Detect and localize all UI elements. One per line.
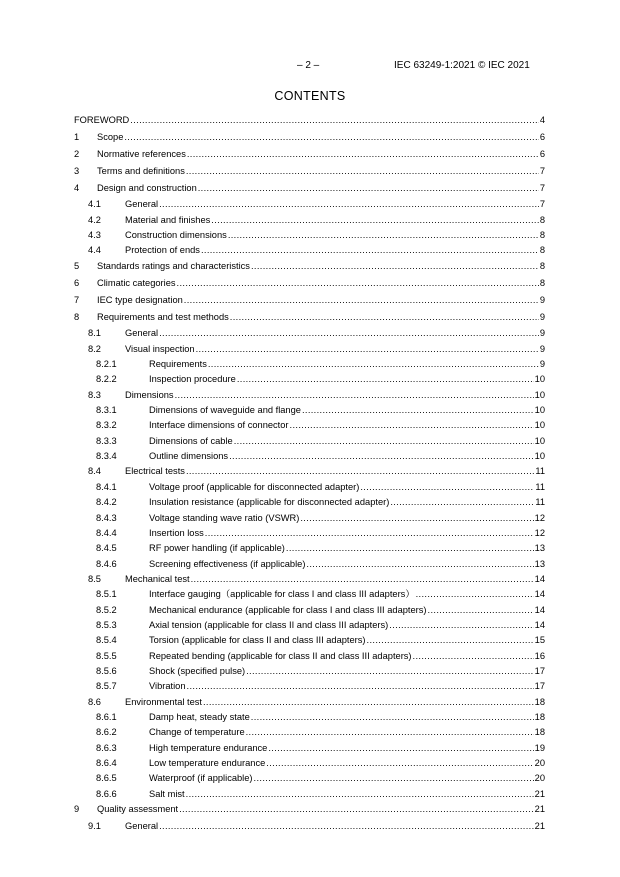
toc-entry-page: 4 — [539, 115, 545, 125]
dot-leader — [159, 327, 539, 339]
toc-entry-number: 8.6 — [88, 696, 101, 707]
dot-leader — [234, 435, 534, 447]
toc-entry-title: General — [125, 199, 159, 210]
toc-entry-title: FOREWORD — [74, 115, 130, 125]
toc-entry-title: Dimensions of cable — [149, 435, 233, 446]
toc-entry-number: 8.4.2 — [96, 497, 117, 508]
toc-entry[interactable] — [74, 726, 545, 741]
toc-entry-number: 8.2 — [88, 343, 101, 354]
toc-entry[interactable] — [74, 327, 545, 342]
dot-leader — [203, 696, 534, 708]
toc-entry-number: 4.3 — [88, 230, 101, 241]
toc-entry-number: 4 — [74, 182, 80, 193]
toc-entry-page: 8 — [539, 277, 545, 288]
toc-entry-line — [149, 358, 545, 370]
toc-entry-page: 13 — [534, 543, 545, 554]
toc-entry-line — [149, 619, 545, 631]
toc-entry-line — [97, 131, 545, 143]
toc-entry-line — [125, 696, 545, 708]
toc-entry-line — [97, 277, 545, 289]
toc-entry-line — [125, 244, 545, 256]
toc-entry-line — [125, 229, 545, 241]
toc-entry-line — [149, 665, 545, 677]
toc-entry-page: 12 — [534, 512, 545, 523]
toc-entry-number: 3 — [74, 165, 80, 176]
dot-leader — [416, 588, 534, 600]
toc-entry-number: 8.4 — [88, 466, 101, 477]
toc-entry-number: 8.5.1 — [96, 589, 117, 600]
dot-leader — [251, 711, 534, 723]
toc-entry-title: Visual inspection — [125, 343, 195, 354]
toc-entry[interactable] — [74, 772, 545, 787]
toc-entry-number: 8.5 — [88, 573, 101, 584]
toc-entry-title: Electrical tests — [125, 466, 185, 477]
toc-entry-title: Construction dimensions — [125, 230, 227, 241]
toc-entry[interactable] — [74, 131, 545, 148]
toc-entry-line — [149, 650, 545, 662]
toc-entry-page: 14 — [534, 573, 545, 584]
toc-entry[interactable] — [74, 465, 545, 480]
toc-entry-line — [125, 214, 545, 226]
dot-leader — [208, 358, 539, 370]
toc-entry[interactable] — [74, 165, 545, 182]
toc-entry-number: 2 — [74, 148, 80, 159]
toc-entry-page: 9 — [539, 359, 545, 370]
toc-entry-title: Waterproof (if applicable) — [149, 773, 253, 784]
toc-entry-line — [97, 311, 545, 323]
toc-entry-title: Voltage proof (applicable for disconnected adapter) — [149, 481, 360, 492]
document-reference: IEC 63249-1:2021 © IEC 2021 — [394, 60, 530, 71]
toc-entry-title: Normative references — [97, 148, 186, 159]
toc-entry-line — [149, 772, 545, 784]
toc-entry-title: Environmental test — [125, 696, 202, 707]
toc-entry-page: 18 — [534, 696, 545, 707]
toc-entry-line — [149, 726, 545, 738]
toc-entry-page: 14 — [534, 604, 545, 615]
toc-entry-line — [149, 680, 545, 692]
toc-entry-page: 8 — [539, 245, 545, 256]
toc-entry-number: 8.1 — [88, 328, 101, 339]
toc-entry[interactable] — [74, 229, 545, 244]
toc-entry[interactable] — [74, 198, 545, 213]
toc-entry-title: Low temperature endurance — [149, 758, 266, 769]
dot-leader — [413, 650, 534, 662]
toc-entry-title: RF power handling (if applicable) — [149, 543, 285, 554]
toc-entry[interactable] — [74, 512, 545, 527]
dot-leader — [228, 229, 539, 241]
toc-entry[interactable] — [74, 573, 545, 588]
dot-leader — [246, 665, 534, 677]
dot-leader — [302, 404, 534, 416]
toc-entry-line — [149, 496, 545, 508]
toc-entry-line — [125, 343, 545, 355]
dot-leader — [196, 343, 539, 355]
toc-entry-line — [125, 389, 545, 401]
toc-entry-page: 21 — [534, 820, 545, 831]
toc-entry-number: 8.2.2 — [96, 374, 117, 385]
toc-entry-line — [149, 404, 545, 416]
toc-entry-number: 8.2.1 — [96, 359, 117, 370]
dot-leader — [389, 619, 533, 631]
toc-entry-line — [149, 711, 545, 723]
toc-entry[interactable] — [74, 404, 545, 419]
toc-entry-page: 6 — [539, 131, 545, 142]
toc-entry-number: 9.1 — [88, 820, 101, 831]
toc-entry-line — [149, 450, 545, 462]
toc-entry-line — [149, 757, 545, 769]
toc-entry-title: General — [125, 820, 159, 831]
dot-leader — [177, 277, 539, 289]
toc-entry-title: Salt mist — [149, 788, 185, 799]
toc-entry-title: Quality assessment — [97, 804, 179, 815]
toc-entry[interactable] — [74, 343, 545, 358]
dot-leader — [205, 527, 534, 539]
toc-entry-number: 8.4.1 — [96, 481, 117, 492]
toc-entry-page: 14 — [534, 619, 545, 630]
toc-entry-number: 8.6.5 — [96, 773, 117, 784]
toc-entry-title: Dimensions — [125, 389, 174, 400]
toc-entry-page: 10 — [534, 451, 545, 462]
toc-entry-title: Dimensions of waveguide and flange — [149, 405, 301, 416]
toc-entry-number: 4.2 — [88, 214, 101, 225]
dot-leader — [268, 742, 533, 754]
dot-leader — [237, 373, 534, 385]
toc-entry[interactable] — [74, 696, 545, 711]
page-title: CONTENTS — [274, 89, 346, 103]
toc-entry[interactable] — [74, 389, 545, 404]
toc-entry-title: Damp heat, steady state — [149, 711, 250, 722]
toc-entry-number: 8.4.5 — [96, 543, 117, 554]
toc-entry-page: 18 — [534, 727, 545, 738]
toc-entry-number: 8.3.4 — [96, 451, 117, 462]
toc-entry-line — [97, 294, 545, 306]
toc-entry-number: 8.5.4 — [96, 635, 117, 646]
toc-entry-title: Repeated bending (applicable for class II and class III adapters) — [149, 650, 412, 661]
toc-entry[interactable] — [74, 604, 545, 619]
toc-entry[interactable] — [74, 496, 545, 511]
dot-leader — [191, 573, 534, 585]
dot-leader — [428, 604, 534, 616]
toc-entry-number: 8.6.1 — [96, 711, 117, 722]
toc-entry[interactable] — [74, 260, 545, 277]
toc-entry-title: Requirements and test methods — [97, 311, 229, 322]
toc-entry-page: 8 — [539, 230, 545, 241]
toc-entry-title: Material and finishes — [125, 214, 211, 225]
toc-entry-number: 8.5.6 — [96, 665, 117, 676]
dot-leader — [367, 634, 534, 646]
toc-entry-number: 8.3.1 — [96, 405, 117, 416]
toc-entry-title: Insulation resistance (applicable for disconnected adapter) — [149, 497, 390, 508]
toc-entry-line — [149, 512, 545, 524]
toc-entry[interactable] — [74, 419, 545, 434]
toc-entry-title: Interface gauging（applicable for class I and class III adapters） — [149, 589, 415, 600]
toc-entry-page: 12 — [534, 527, 545, 538]
toc-entry-page: 7 — [539, 165, 545, 176]
dot-leader — [246, 726, 534, 738]
toc-entry-page: 10 — [534, 374, 545, 385]
toc-entry[interactable] — [74, 435, 545, 450]
toc-entry-title: Voltage standing wave ratio (VSWR) — [149, 512, 300, 523]
toc-entry[interactable] — [74, 277, 545, 294]
toc-entry-line — [97, 260, 545, 272]
dot-leader — [187, 148, 539, 160]
toc-entry-title: Shock (specified pulse) — [149, 665, 246, 676]
toc-entry-line — [149, 419, 545, 431]
toc-entry-page: 9 — [539, 311, 545, 322]
toc-entry-page: 14 — [534, 589, 545, 600]
toc-entry-page: 21 — [534, 804, 545, 815]
dot-leader — [211, 214, 539, 226]
toc-entry-page: 10 — [534, 389, 545, 400]
toc-entry[interactable] — [74, 665, 545, 680]
toc-entry[interactable] — [74, 711, 545, 726]
dot-leader — [184, 294, 539, 306]
toc-entry-number: 8.4.6 — [96, 558, 117, 569]
toc-entry-title: General — [125, 328, 159, 339]
toc-entry-line — [125, 327, 545, 339]
toc-entry[interactable] — [74, 527, 545, 542]
toc-entry-line — [125, 465, 545, 477]
dot-leader — [254, 772, 534, 784]
toc-entry[interactable] — [74, 788, 545, 803]
toc-entry-number: 8.5.7 — [96, 681, 117, 692]
toc-entry[interactable] — [74, 214, 545, 229]
dot-leader — [130, 114, 539, 126]
toc-entry-title: Inspection procedure — [149, 374, 236, 385]
toc-entry-line — [97, 148, 545, 160]
toc-entry-line — [149, 481, 545, 493]
toc-entry-number: 4.4 — [88, 245, 101, 256]
toc-entry-title: Mechanical test — [125, 573, 190, 584]
toc-entry-line — [97, 182, 545, 194]
toc-entry-line — [149, 558, 545, 570]
toc-entry-title: Screening effectiveness (if applicable) — [149, 558, 306, 569]
toc-entry-line — [149, 604, 545, 616]
toc-entry-title: Protection of ends — [125, 245, 200, 256]
toc-entry-line — [97, 803, 545, 815]
toc-entry[interactable] — [74, 680, 545, 695]
dot-leader — [300, 512, 533, 524]
dot-leader — [306, 558, 533, 570]
dot-leader — [251, 260, 539, 272]
dot-leader — [266, 757, 533, 769]
toc-entry-number: 6 — [74, 277, 80, 288]
toc-entry-number: 8.3.2 — [96, 420, 117, 431]
toc-entry-number: 8.3 — [88, 389, 101, 400]
toc-entry-number: 5 — [74, 260, 80, 271]
toc-entry[interactable] — [74, 311, 545, 328]
page-number: – 2 – — [297, 60, 320, 71]
toc-entry-page: 8 — [539, 214, 545, 225]
toc-entry-page: 20 — [534, 758, 545, 769]
toc-entry-number: 7 — [74, 294, 80, 305]
toc-entry-number: 8.6.2 — [96, 727, 117, 738]
dot-leader — [159, 198, 539, 210]
toc-entry-page: 10 — [534, 405, 545, 416]
toc-entry-number: 9 — [74, 804, 80, 815]
toc-entry-title: Outline dimensions — [149, 451, 229, 462]
toc-entry-line — [125, 198, 545, 210]
toc-entry-page: 15 — [534, 635, 545, 646]
toc-entry-page: 6 — [539, 148, 545, 159]
dot-leader — [290, 419, 534, 431]
toc-entry-title: Standards ratings and characteristics — [97, 260, 250, 271]
toc-entry-page: 9 — [539, 294, 545, 305]
toc-entry-line — [74, 114, 545, 126]
toc-entry[interactable] — [74, 148, 545, 165]
toc-entry-page: 17 — [534, 681, 545, 692]
dot-leader — [175, 389, 534, 401]
toc-entry-page: 10 — [534, 435, 545, 446]
toc-entry-title: Insertion loss — [149, 527, 204, 538]
dot-leader — [186, 165, 539, 177]
toc-entry-title: Climatic categories — [97, 277, 176, 288]
toc-entry-page: 11 — [535, 466, 545, 477]
toc-entry-title: High temperature endurance — [149, 742, 268, 753]
toc-entry-number: 1 — [74, 131, 80, 142]
toc-entry-number: 8.6.4 — [96, 758, 117, 769]
toc-entry[interactable] — [74, 182, 545, 199]
toc-entry-number: 8.3.3 — [96, 435, 117, 446]
dot-leader — [201, 244, 539, 256]
table-of-contents — [74, 114, 545, 835]
toc-entry[interactable] — [74, 114, 545, 131]
dot-leader — [198, 182, 539, 194]
toc-entry-line — [149, 588, 545, 600]
toc-entry-line — [125, 820, 545, 832]
dot-leader — [124, 131, 538, 143]
toc-entry-title: Requirements — [149, 359, 207, 370]
toc-entry-number: 8.4.4 — [96, 527, 117, 538]
toc-entry-number: 8 — [74, 311, 80, 322]
toc-entry-number: 8.5.2 — [96, 604, 117, 615]
toc-entry-page: 11 — [535, 497, 545, 508]
toc-entry-line — [125, 573, 545, 585]
toc-entry-page: 7 — [539, 182, 545, 193]
toc-entry-title: Torsion (applicable for class II and class III adapters) — [149, 635, 366, 646]
toc-entry-page: 19 — [534, 742, 545, 753]
toc-entry[interactable] — [74, 634, 545, 649]
toc-entry[interactable] — [74, 588, 545, 603]
toc-entry-number: 8.6.3 — [96, 742, 117, 753]
toc-entry-title: Design and construction — [97, 182, 197, 193]
toc-entry-page: 13 — [534, 558, 545, 569]
dot-leader — [179, 803, 534, 815]
toc-entry-line — [149, 788, 545, 800]
toc-entry-title: Mechanical endurance (applicable for class I and class III adapters) — [149, 604, 427, 615]
toc-entry-line — [149, 373, 545, 385]
toc-entry-line — [149, 742, 545, 754]
toc-entry-title: Interface dimensions of connector — [149, 420, 289, 431]
toc-entry-page: 17 — [534, 665, 545, 676]
toc-entry[interactable] — [74, 742, 545, 757]
toc-entry-number: 8.4.3 — [96, 512, 117, 523]
toc-entry-number: 4.1 — [88, 199, 101, 210]
toc-entry-title: Axial tension (applicable for class II and class III adapters) — [149, 619, 389, 630]
toc-entry[interactable] — [74, 650, 545, 665]
toc-entry-page: 16 — [534, 650, 545, 661]
dot-leader — [229, 450, 534, 462]
toc-entry[interactable] — [74, 294, 545, 311]
toc-entry-page: 9 — [539, 328, 545, 339]
dot-leader — [360, 481, 534, 493]
toc-entry-line — [149, 435, 545, 447]
toc-entry-number: 8.6.6 — [96, 788, 117, 799]
dot-leader — [186, 465, 534, 477]
toc-entry[interactable] — [74, 803, 545, 820]
dot-leader — [159, 820, 534, 832]
toc-entry-page: 20 — [534, 773, 545, 784]
toc-entry-number: 8.5.5 — [96, 650, 117, 661]
toc-entry-number: 8.5.3 — [96, 619, 117, 630]
toc-entry[interactable] — [74, 358, 545, 373]
toc-entry-page: 10 — [534, 420, 545, 431]
toc-entry[interactable] — [74, 373, 545, 388]
toc-entry[interactable] — [74, 757, 545, 772]
toc-entry-line — [149, 634, 545, 646]
toc-entry-page: 11 — [535, 481, 545, 492]
toc-entry-line — [97, 165, 545, 177]
toc-entry-line — [149, 542, 545, 554]
dot-leader — [186, 788, 534, 800]
toc-entry-page: 9 — [539, 343, 545, 354]
toc-entry-page: 8 — [539, 260, 545, 271]
toc-entry[interactable] — [74, 244, 545, 259]
toc-entry-title: Scope — [97, 131, 124, 142]
toc-entry-title: Vibration — [149, 681, 186, 692]
toc-entry[interactable] — [74, 619, 545, 634]
dot-leader — [286, 542, 534, 554]
toc-entry-page: 18 — [534, 711, 545, 722]
toc-entry[interactable] — [74, 542, 545, 557]
toc-entry-line — [149, 527, 545, 539]
dot-leader — [390, 496, 534, 508]
toc-entry[interactable] — [74, 450, 545, 465]
toc-entry-title: Terms and definitions — [97, 165, 185, 176]
toc-entry[interactable] — [74, 820, 545, 835]
toc-entry-title: IEC type designation — [97, 294, 183, 305]
toc-entry[interactable] — [74, 558, 545, 573]
toc-entry[interactable] — [74, 481, 545, 496]
toc-entry-title: Change of temperature — [149, 727, 245, 738]
toc-entry-page: 7 — [539, 199, 545, 210]
toc-entry-page: 21 — [534, 788, 545, 799]
dot-leader — [187, 680, 534, 692]
dot-leader — [230, 311, 539, 323]
